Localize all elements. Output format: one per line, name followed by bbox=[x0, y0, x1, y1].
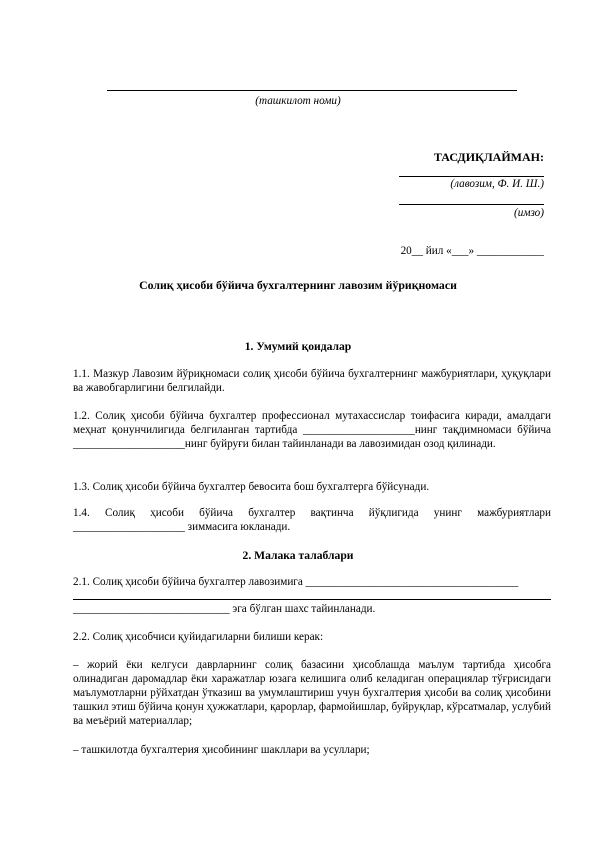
paragraph-2-1-start: 2.1. Солиқ ҳисоби бўйича бухгалтер лавозимига ______________________________________ bbox=[73, 576, 519, 588]
paragraph-2-4: – ташкилотда бухгалтерия ҳисобининг шакллари ва усуллари; bbox=[73, 744, 370, 756]
paragraph-2-2: 2.2. Солиқ ҳисобчиси қуйидагиларни билиши керак: bbox=[73, 631, 324, 643]
section-2-heading: 2. Малака талаблари bbox=[242, 549, 354, 562]
approval-date: 20__ йил «___» ____________ bbox=[400, 245, 544, 257]
paragraph-1-1: 1.1. Мазкур Лавозим йўриқномаси солиқ ҳисоби бўйича бухгалтернинг мажбуриятлари, ҳуқуқлари ва жавобгарлигини белгилайди. bbox=[73, 368, 551, 394]
paragraph-1-3: 1.3. Солиқ ҳисоби бўйича бухгалтер бевосита бош бухгалтерга бўйсунади. bbox=[73, 481, 430, 493]
paragraph-2-1-end: ____________________________ эга бўлган шахс тайинланади. bbox=[73, 603, 376, 615]
position-caption: (лавозим, Ф. И. Ш.) bbox=[450, 178, 544, 190]
document-title: Солиқ ҳисоби бўйича бухгалтернинг лавозим йўриқномаси bbox=[139, 278, 457, 292]
organization-name-line bbox=[107, 90, 517, 91]
signature-line bbox=[399, 204, 544, 205]
paragraph-1-4: 1.4. Солиқ ҳисоби бўйича бухгалтер вақтинча йўқлигида унинг мажбуриятлари ____________________ зиммасига юкланади. bbox=[73, 507, 551, 533]
organization-caption: (ташкилот номи) bbox=[255, 95, 341, 107]
position-signature-line bbox=[399, 176, 544, 177]
signature-caption: (имзо) bbox=[514, 207, 544, 219]
paragraph-1-2: 1.2. Солиқ ҳисоби бўйича бухгалтер профессионал мутахассислар тоифасига киради, амалдаги меҳнат қонунчилигида белгиланган тартибда ____________________нинг тақдимномаси бўйича ____________________нинг буйруғи билан тайинланади ва лавозимидан озод қилинади. bbox=[73, 410, 551, 450]
approval-title: ТАСДИҚЛАЙМАН: bbox=[433, 150, 544, 164]
paragraph-2-3: – жорий ёки келгуси даврларнинг солиқ базасини ҳисоблашда маълум тартибда ҳисобга олинадиган даромадлар ёки харажатлар юзага келишига олиб келадиган операциялар тўғрисидаги маълумотларни рўйхатдан ўтказиш ва умумлаштириш учун бухгалтерия ҳисоби ва солиқ ҳисобини ташкил этиш бўйича қонун ҳужжатлари, қарорлар, фармойишлар, буйруқлар, кўрсатмалар, услубий ва меъёрий материаллар; bbox=[73, 659, 551, 727]
section-1-heading: 1. Умумий қоидалар bbox=[244, 340, 352, 353]
qualification-blank-line bbox=[73, 599, 551, 600]
